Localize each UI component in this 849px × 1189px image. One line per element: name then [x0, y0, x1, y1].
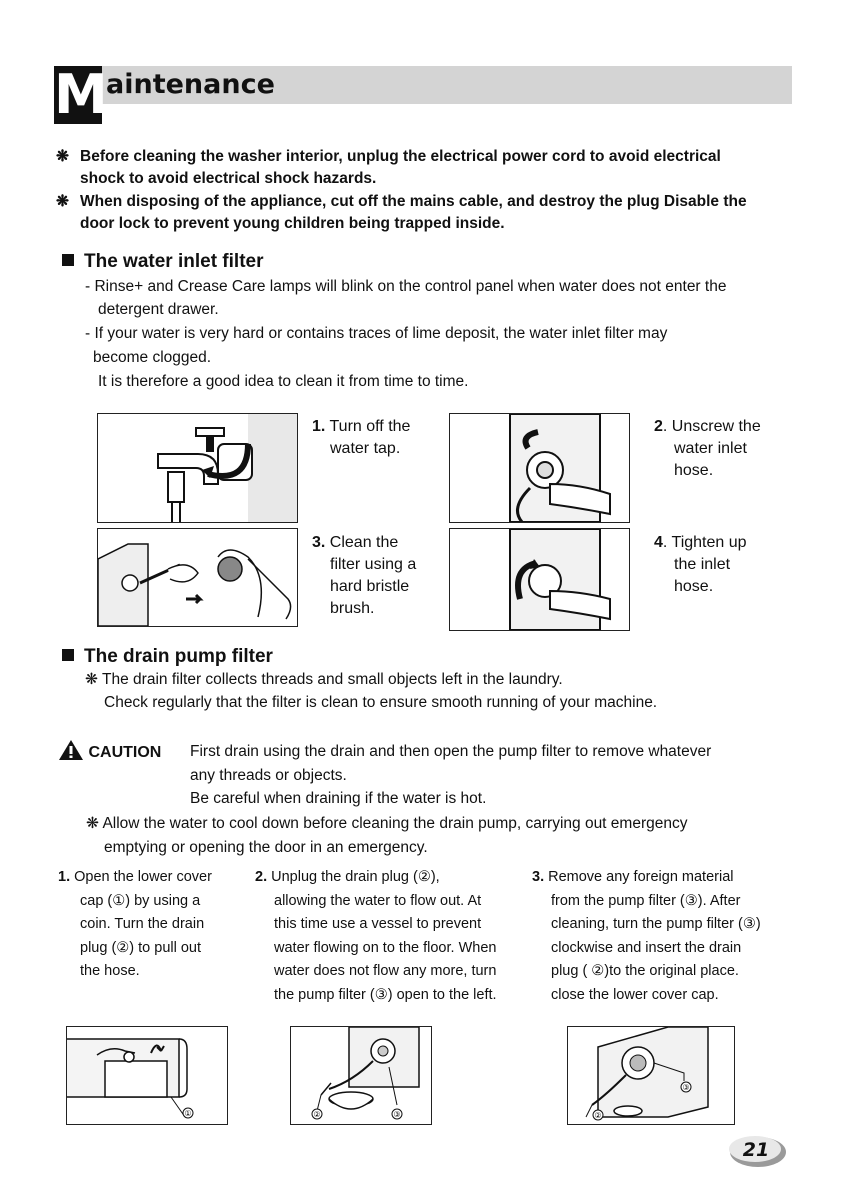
- drain-section-title: The drain pump filter: [62, 645, 273, 669]
- caution-line-1: First drain using the drain and then open the pump filter to remove whatever: [190, 743, 712, 760]
- callout-3: ③: [393, 1110, 401, 1119]
- callout-1: ①: [184, 1109, 192, 1118]
- callout-3: ③: [682, 1083, 690, 1092]
- inlet-line-1: - Rinse+ and Crease Care lamps will blink on the control panel when water does not enter the: [85, 278, 727, 295]
- inlet-step-2: 2. Unscrew the water inlet hose.: [654, 418, 761, 479]
- inlet-step-3: 3. Clean the filter using a hard bristle brush.: [312, 534, 417, 617]
- figure-tighten-hose: [449, 528, 630, 631]
- figure-open-cover: [66, 1026, 228, 1125]
- allow-line-1: ❋ Allow the water to cool down before cleaning the drain pump, carrying out emergency: [86, 815, 688, 832]
- callout-2: ②: [313, 1110, 321, 1119]
- inlet-step-4: 4. Tighten up the inlet hose.: [654, 534, 747, 595]
- callout-2: ②: [594, 1111, 602, 1120]
- warning-2: ❋ When disposing of the appliance, cut off the mains cable, and destroy the plug Disable the door lock to prevent young children being trapped inside.: [56, 193, 747, 232]
- caution-label: CAUTION: [58, 739, 161, 762]
- warning-1: ❋ Before cleaning the washer interior, unplug the electrical power cord to avoid electrical shock to avoid electrical shock hazards.: [56, 148, 721, 187]
- inlet-line-3: - If your water is very hard or contains traces of lime deposit, the water inlet filter may: [85, 325, 668, 342]
- page-number-text: 21: [742, 1139, 770, 1161]
- drain-step-2: 2. Unplug the drain plug (②), allowing the water to flow out. At this time use a vessel to prevent water flowing on to the floor. When water does not flow any more, turn the pump filter (③) open to the left.: [255, 869, 497, 1003]
- figure-unplug-drain: [290, 1026, 432, 1125]
- caution-line-3: Be careful when draining if the water is hot.: [190, 790, 487, 807]
- inlet-section-title: The water inlet filter: [62, 250, 263, 274]
- page-number: [728, 1134, 796, 1170]
- inlet-line-2: detergent drawer.: [98, 301, 219, 318]
- asterisk-icon: ❋: [86, 815, 99, 832]
- drain-note-2: Check regularly that the filter is clean to ensure smooth running of your machine.: [104, 694, 658, 711]
- figure-turn-off-tap: [97, 413, 298, 523]
- header-initial: M: [54, 63, 108, 126]
- square-bullet-icon: [62, 254, 74, 266]
- square-bullet-icon: [62, 649, 74, 661]
- asterisk-icon: ❋: [85, 671, 98, 688]
- inlet-line-5: It is therefore a good idea to clean it from time to time.: [98, 373, 469, 390]
- warning-triangle-icon: [58, 739, 84, 761]
- asterisk-icon: ❋: [56, 193, 69, 210]
- drain-note-1: ❋ The drain filter collects threads and small objects left in the laundry.: [85, 671, 563, 688]
- figure-remove-material: [567, 1026, 735, 1125]
- page-title: aintenance: [106, 69, 275, 100]
- inlet-line-4: become clogged.: [93, 349, 212, 366]
- figure-unscrew-hose: [449, 413, 630, 523]
- caution-line-2: any threads or objects.: [190, 767, 347, 784]
- allow-line-2: emptying or opening the door in an emergency.: [104, 839, 428, 856]
- figure-clean-filter: [97, 528, 298, 627]
- drain-step-1: 1. Open the lower cover cap (①) by using a coin. Turn the drain plug (②) to pull out the hose.: [58, 869, 212, 979]
- drain-step-3: 3. Remove any foreign material from the pump filter (③). After cleaning, turn the pump filter (③) clockwise and insert the drain plug ( ②)to the original place. close the lower cover cap.: [532, 869, 761, 1003]
- inlet-step-1: 1. Turn off the water tap.: [312, 418, 411, 457]
- asterisk-icon: ❋: [56, 148, 69, 165]
